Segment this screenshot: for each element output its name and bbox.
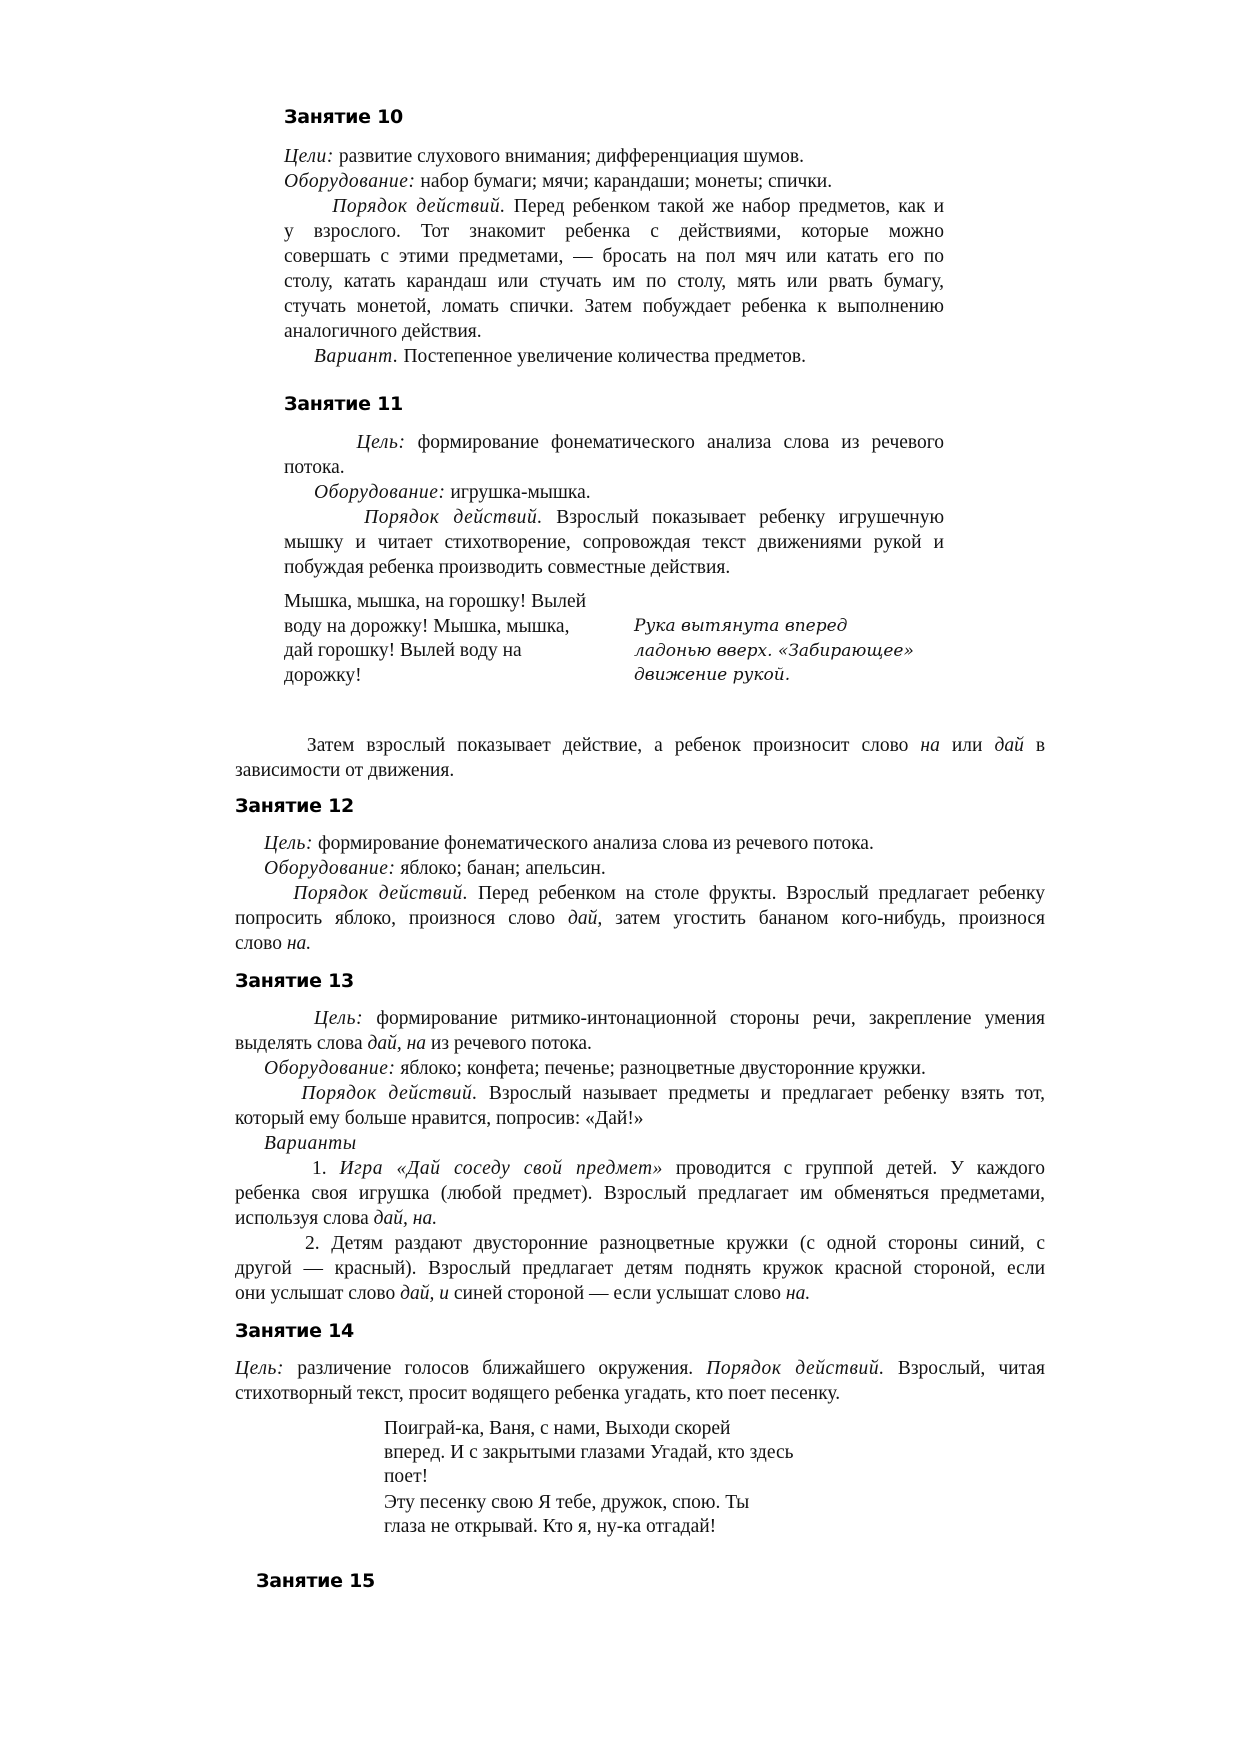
equipment-label: Оборудование:	[314, 482, 446, 503]
lesson-12-goal	[264, 831, 874, 856]
equipment-label: Оборудование:	[264, 1058, 396, 1079]
lesson-13-procedure-line	[235, 1081, 1045, 1106]
procedure-text: Взрослый, читая	[897, 1358, 1046, 1379]
goal-text: развитие слухового внимания; дифференциация шумов.	[338, 146, 804, 167]
lesson-13-variant-1-line: ребенка своя игрушка (любой предмет). Взрослый предлагает им обменяться предметами,	[235, 1183, 1045, 1204]
lesson-13-variant-2	[235, 1231, 1045, 1256]
goal-label: Цель:	[264, 833, 314, 854]
lesson-13-goal	[235, 1006, 1045, 1031]
poem-line: Эту песенку свою Я тебе, дружок, спою. Ты	[384, 1492, 750, 1513]
lesson-10-procedure-line: совершать с этими предметами, — бросать на пол мяч или катать его по	[284, 246, 944, 267]
verse-line: дорожку!	[284, 664, 362, 686]
lesson-10-procedure-line: у взрослого. Тот знакомит ребенка с действиями, которые можно	[284, 221, 944, 242]
lesson-14-goal	[235, 1356, 1045, 1381]
variant-text: Постепенное увеличение количества предметов.	[403, 346, 806, 367]
note-line: ладонью вверх. «Забирающее»	[634, 640, 914, 661]
lesson-11-procedure-line: мышку и читает стихотворение, сопровождая текст движениями рукой и	[284, 532, 944, 553]
verse-line: воду на дорожку! Мышка, мышка,	[284, 615, 570, 637]
lesson-10-procedure-line: стучать монетой, ломать спички. Затем побуждает ребенка к выполнению	[284, 296, 944, 317]
goal-text: формирование ритмико-интонационной стороны речи, закрепление умения	[376, 1008, 1045, 1029]
equipment-text: яблоко; банан; апельсин.	[400, 858, 606, 879]
variant-text: используя слова	[235, 1208, 369, 1229]
lesson-14-poem-stanza-1	[384, 1417, 844, 1489]
verse-line: дай горошку! Вылей воду на	[284, 640, 522, 661]
poem-line: глаза не открывай. Кто я, ну-ка отгадай!	[384, 1516, 717, 1537]
lesson-13-variant-1	[235, 1156, 1045, 1181]
procedure-text: Перед ребенком на столе фрукты. Взрослый предлагает ребенку	[478, 883, 1045, 904]
goal-label: Цель:	[314, 1008, 364, 1029]
note-line: Рука вытянута вперед	[634, 616, 848, 636]
variant-text: синей стороной — если услышат слово	[453, 1283, 782, 1304]
poem-line: поет!	[384, 1466, 429, 1487]
variant-text: они услышат слово	[235, 1283, 396, 1304]
procedure-text: Взрослый называет предметы и предлагает ребенку взять тот,	[488, 1083, 1046, 1104]
lesson-10-goal	[284, 144, 804, 169]
goal-text: формирование фонематического анализа слова из речевого	[417, 432, 944, 453]
lesson-10-procedure-line: аналогичного действия.	[284, 321, 482, 342]
lesson-13-equipment	[264, 1056, 926, 1081]
procedure-text: затем угостить бананом кого-нибудь, произнося	[615, 908, 1046, 929]
emphasis-word: дай, на	[367, 1033, 427, 1054]
lesson-14-poem-stanza-2	[384, 1491, 844, 1539]
emphasis-word: дай, на.	[373, 1208, 438, 1229]
lesson-11-goal-cont: потока.	[284, 457, 345, 478]
after-text: Затем взрослый показывает действие, а ребенок произносит слово	[306, 735, 909, 756]
lesson-12-equipment	[264, 856, 606, 881]
equipment-text: набор бумаги; мячи; карандаши; монеты; спички.	[420, 171, 833, 192]
emphasis-word: на.	[286, 933, 312, 954]
procedure-label: Порядок действий.	[332, 196, 506, 217]
lesson-12-procedure-line	[235, 931, 311, 956]
lesson-13-goal-cont	[235, 1031, 592, 1056]
lesson-11-title: Занятие 11	[284, 393, 403, 415]
equipment-text: игрушка-мышка.	[450, 482, 591, 503]
lesson-14-title: Занятие 14	[235, 1320, 354, 1342]
goal-label: Цель:	[235, 1358, 285, 1379]
procedure-label: Порядок действий.	[364, 507, 543, 528]
procedure-text: Перед ребенком такой же набор предметов, как и	[513, 196, 945, 217]
procedure-label: Порядок действий.	[301, 1083, 478, 1104]
variant-text: 2. Детям раздают двусторонние разноцветные кружки (с одной стороны синий, с	[304, 1233, 1046, 1254]
equipment-label: Оборудование:	[284, 171, 416, 192]
lesson-13-procedure-line: который ему больше нравится, попросив: «Дай!»	[235, 1108, 644, 1129]
emphasis-word: дай	[994, 735, 1024, 756]
lesson-11-after-line: зависимости от движения.	[235, 760, 455, 781]
lesson-13-variants-label: Варианты	[264, 1133, 357, 1154]
variant-number: 1.	[312, 1158, 327, 1179]
emphasis-word: на.	[785, 1283, 811, 1304]
lesson-12-title: Занятие 12	[235, 795, 354, 817]
lesson-13-variant-2-line: другой — красный). Взрослый предлагает детям поднять кружок красной стороной, если	[235, 1258, 1045, 1279]
lesson-10-procedure-line	[284, 194, 944, 219]
equipment-label: Оборудование:	[264, 858, 396, 879]
goal-text: выделять слова	[235, 1033, 363, 1054]
procedure-text: слово	[235, 933, 282, 954]
goal-label: Цели:	[284, 146, 334, 167]
lesson-11-goal	[284, 430, 944, 455]
note-line: движение рукой.	[634, 665, 791, 685]
lesson-11-verse	[284, 590, 624, 688]
lesson-11-after-line	[235, 733, 1045, 758]
lesson-11-procedure-line: побуждая ребенка производить совместные действия.	[284, 557, 731, 578]
lesson-10-equipment	[284, 169, 832, 194]
procedure-text: попросить яблоко, произнося слово	[235, 908, 556, 929]
emphasis-word: на	[920, 735, 940, 756]
lesson-13-variant-1-line	[235, 1206, 437, 1231]
lesson-10-procedure-line: столу, катать карандаш или стучать им по столу, мять или рвать бумагу,	[284, 271, 944, 292]
lesson-11-procedure-line	[284, 505, 944, 530]
lesson-12-procedure-line	[235, 906, 1045, 931]
equipment-text: яблоко; конфета; печенье; разноцветные двусторонние кружки.	[400, 1058, 926, 1079]
poem-line: вперед. И с закрытыми глазами Угадай, кто здесь	[384, 1442, 794, 1463]
lesson-10-title: Занятие 10	[284, 106, 403, 128]
poem-line: Поиграй-ка, Ваня, с нами, Выходи скорей	[384, 1418, 731, 1439]
lesson-10-variant	[314, 344, 806, 369]
emphasis-word: дай, и	[400, 1283, 450, 1304]
procedure-label: Порядок действий.	[706, 1358, 885, 1379]
lesson-15-title: Занятие 15	[256, 1570, 375, 1592]
lesson-12-procedure-line	[235, 881, 1045, 906]
after-text: или	[951, 735, 983, 756]
lesson-11-gesture-note	[634, 614, 954, 688]
variant-label: Вариант.	[314, 346, 399, 367]
after-text: в	[1035, 735, 1046, 756]
variant-text: проводится с группой детей. У каждого	[675, 1158, 1046, 1179]
procedure-text: Взрослый показывает ребенку игрушечную	[556, 507, 945, 528]
game-name: Игра «Дай соседу свой предмет»	[339, 1158, 663, 1179]
verse-line: Мышка, мышка, на горошку! Вылей	[284, 591, 587, 612]
goal-label: Цель:	[356, 432, 406, 453]
goal-text: из речевого потока.	[430, 1033, 592, 1054]
lesson-11-equipment	[314, 480, 591, 505]
goal-text: формирование фонематического анализа слова из речевого потока.	[318, 833, 874, 854]
lesson-13-variant-2-line	[235, 1281, 810, 1306]
lesson-13-title: Занятие 13	[235, 970, 354, 992]
lesson-14-procedure-line: стихотворный текст, просит водящего ребенка угадать, кто поет песенку.	[235, 1383, 841, 1404]
goal-text: различение голосов ближайшего окружения.	[297, 1358, 694, 1379]
procedure-label: Порядок действий.	[293, 883, 469, 904]
emphasis-word: дай,	[567, 908, 603, 929]
